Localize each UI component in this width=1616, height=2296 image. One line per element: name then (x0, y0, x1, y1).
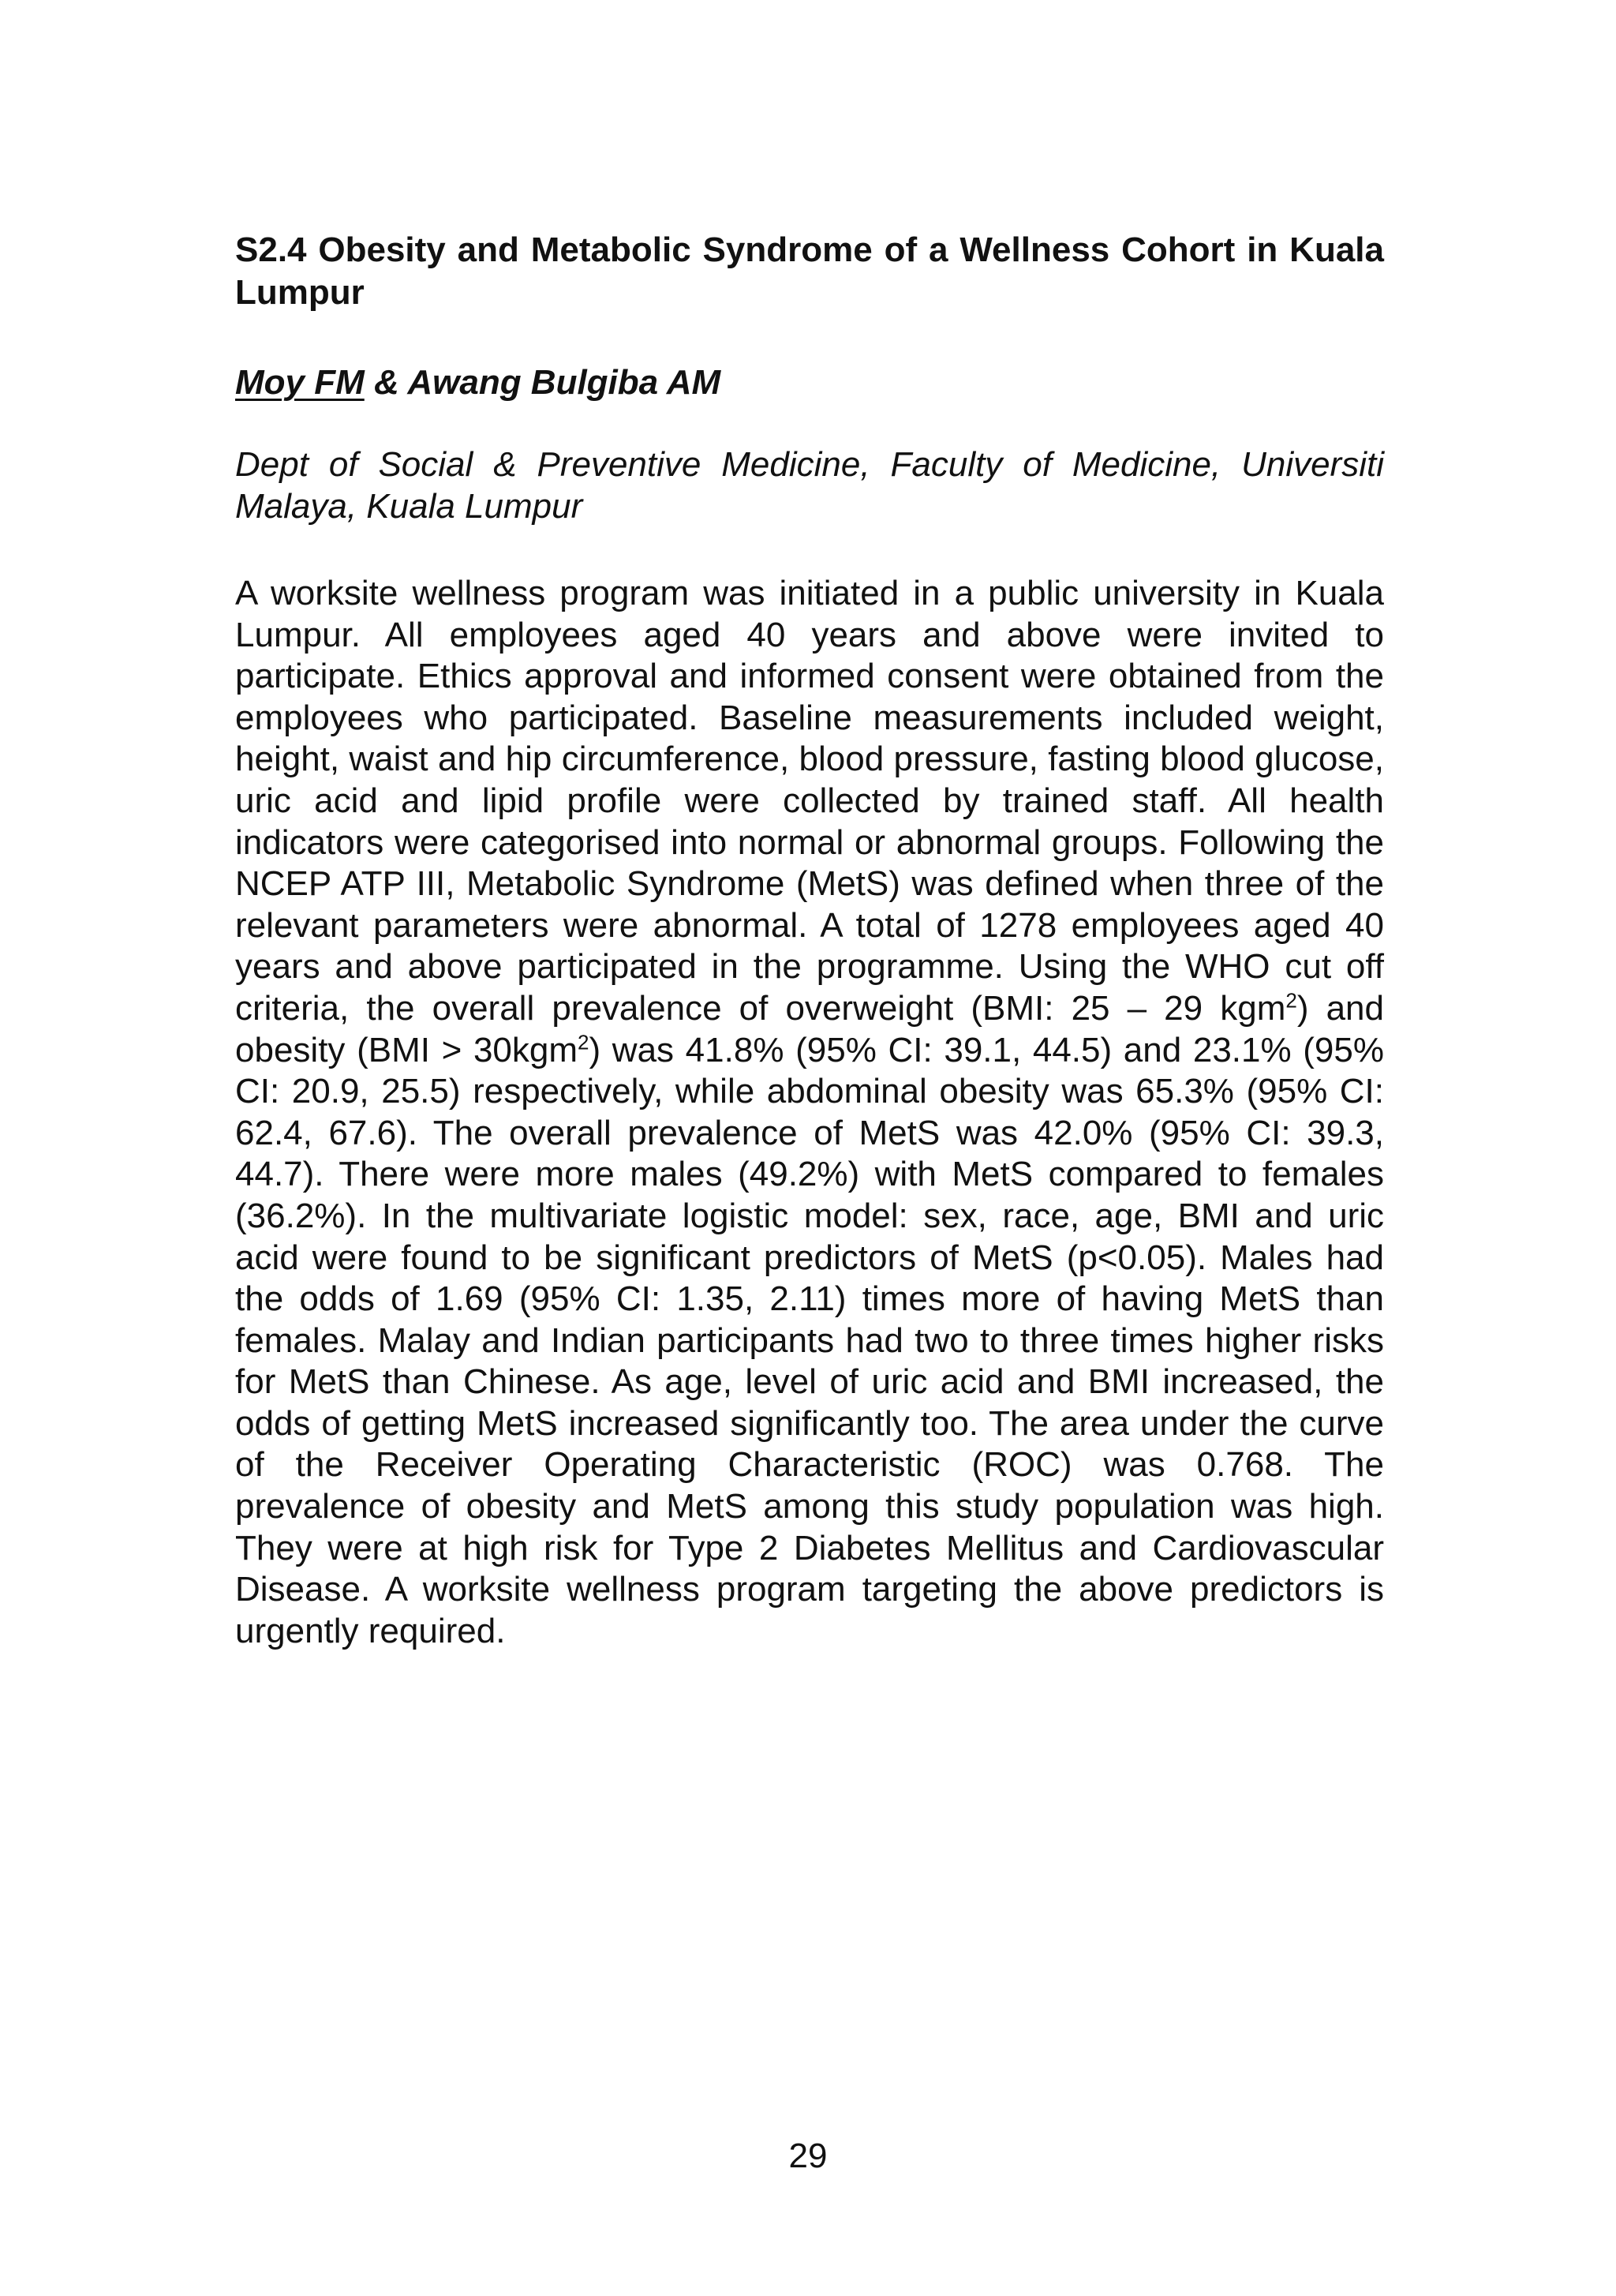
abstract-text-part-3: ) was 41.8% (95% CI: 39.1, 44.5) and 23.1% (95% CI: 20.9, 25.5) respectively, while abdominal obesity was 65.3% (95% CI: 62.4, 67.6). The overall prevalence of MetS was 42.0% (95% CI: 39.3, 44.7). There were more males (49.2%) with MetS compared to females (36.2%). In the multivariate logistic model: sex, race, age, BMI and uric acid were found to be significant predictors of MetS (p<0.05). Males had the odds of 1.69 (95% CI: 1.35, 2.11) times more of having MetS than females. Malay and Indian participants had two to three times higher risks for MetS than Chinese. As age, level of uric acid and BMI increased, the odds of getting MetS increased significantly too. The area under the curve of the Receiver Operating Characteristic (ROC) was 0.768. The prevalence of obesity and MetS among this study population was high. They were at high risk for Type 2 Diabetes Mellitus and Cardiovascular Disease. A worksite wellness program targeting the above predictors is urgently required. (235, 1030, 1384, 1650)
author-line (235, 361, 1384, 404)
superscript-squared: 2 (578, 1029, 589, 1054)
affiliation: Dept of Social & Preventive Medicine, Faculty of Medicine, Universiti Malaya, Kuala Lumpur (235, 445, 1384, 526)
co-authors: & Awang Bulgiba AM (364, 363, 721, 402)
page-number: 29 (788, 2137, 828, 2175)
abstract-text-part-1: A worksite wellness program was initiated in a public university in Kuala Lumpur. All employees aged 40 years and above were invited to participate. Ethics approval and informed consent were obtained from the employees who participated. Baseline measurements included weight, height, waist and hip circumference, blood pressure, fasting blood glucose, uric acid and lipid profile were collected by trained staff. All health indicators were categorised into normal or abnormal groups. Following the NCEP ATP III, Metabolic Syndrome (MetS) was defined when three of the relevant parameters were abnormal. A total of 1278 employees aged 40 years and above participated in the programme. Using the WHO cut off criteria, the overall prevalence of overweight (BMI: 25 – 29 kgm (235, 574, 1384, 1028)
presenting-author: Moy FM (235, 363, 365, 402)
abstract-body (235, 573, 1384, 1652)
abstract-title: S2.4 Obesity and Metabolic Syndrome of a Wellness Cohort in Kuala Lumpur (235, 230, 1384, 312)
abstract-content (235, 229, 1384, 1652)
abstract-text-part-2: ) and obesity (BMI > 30kgm (235, 988, 1384, 1069)
superscript-squared: 2 (1285, 988, 1297, 1013)
